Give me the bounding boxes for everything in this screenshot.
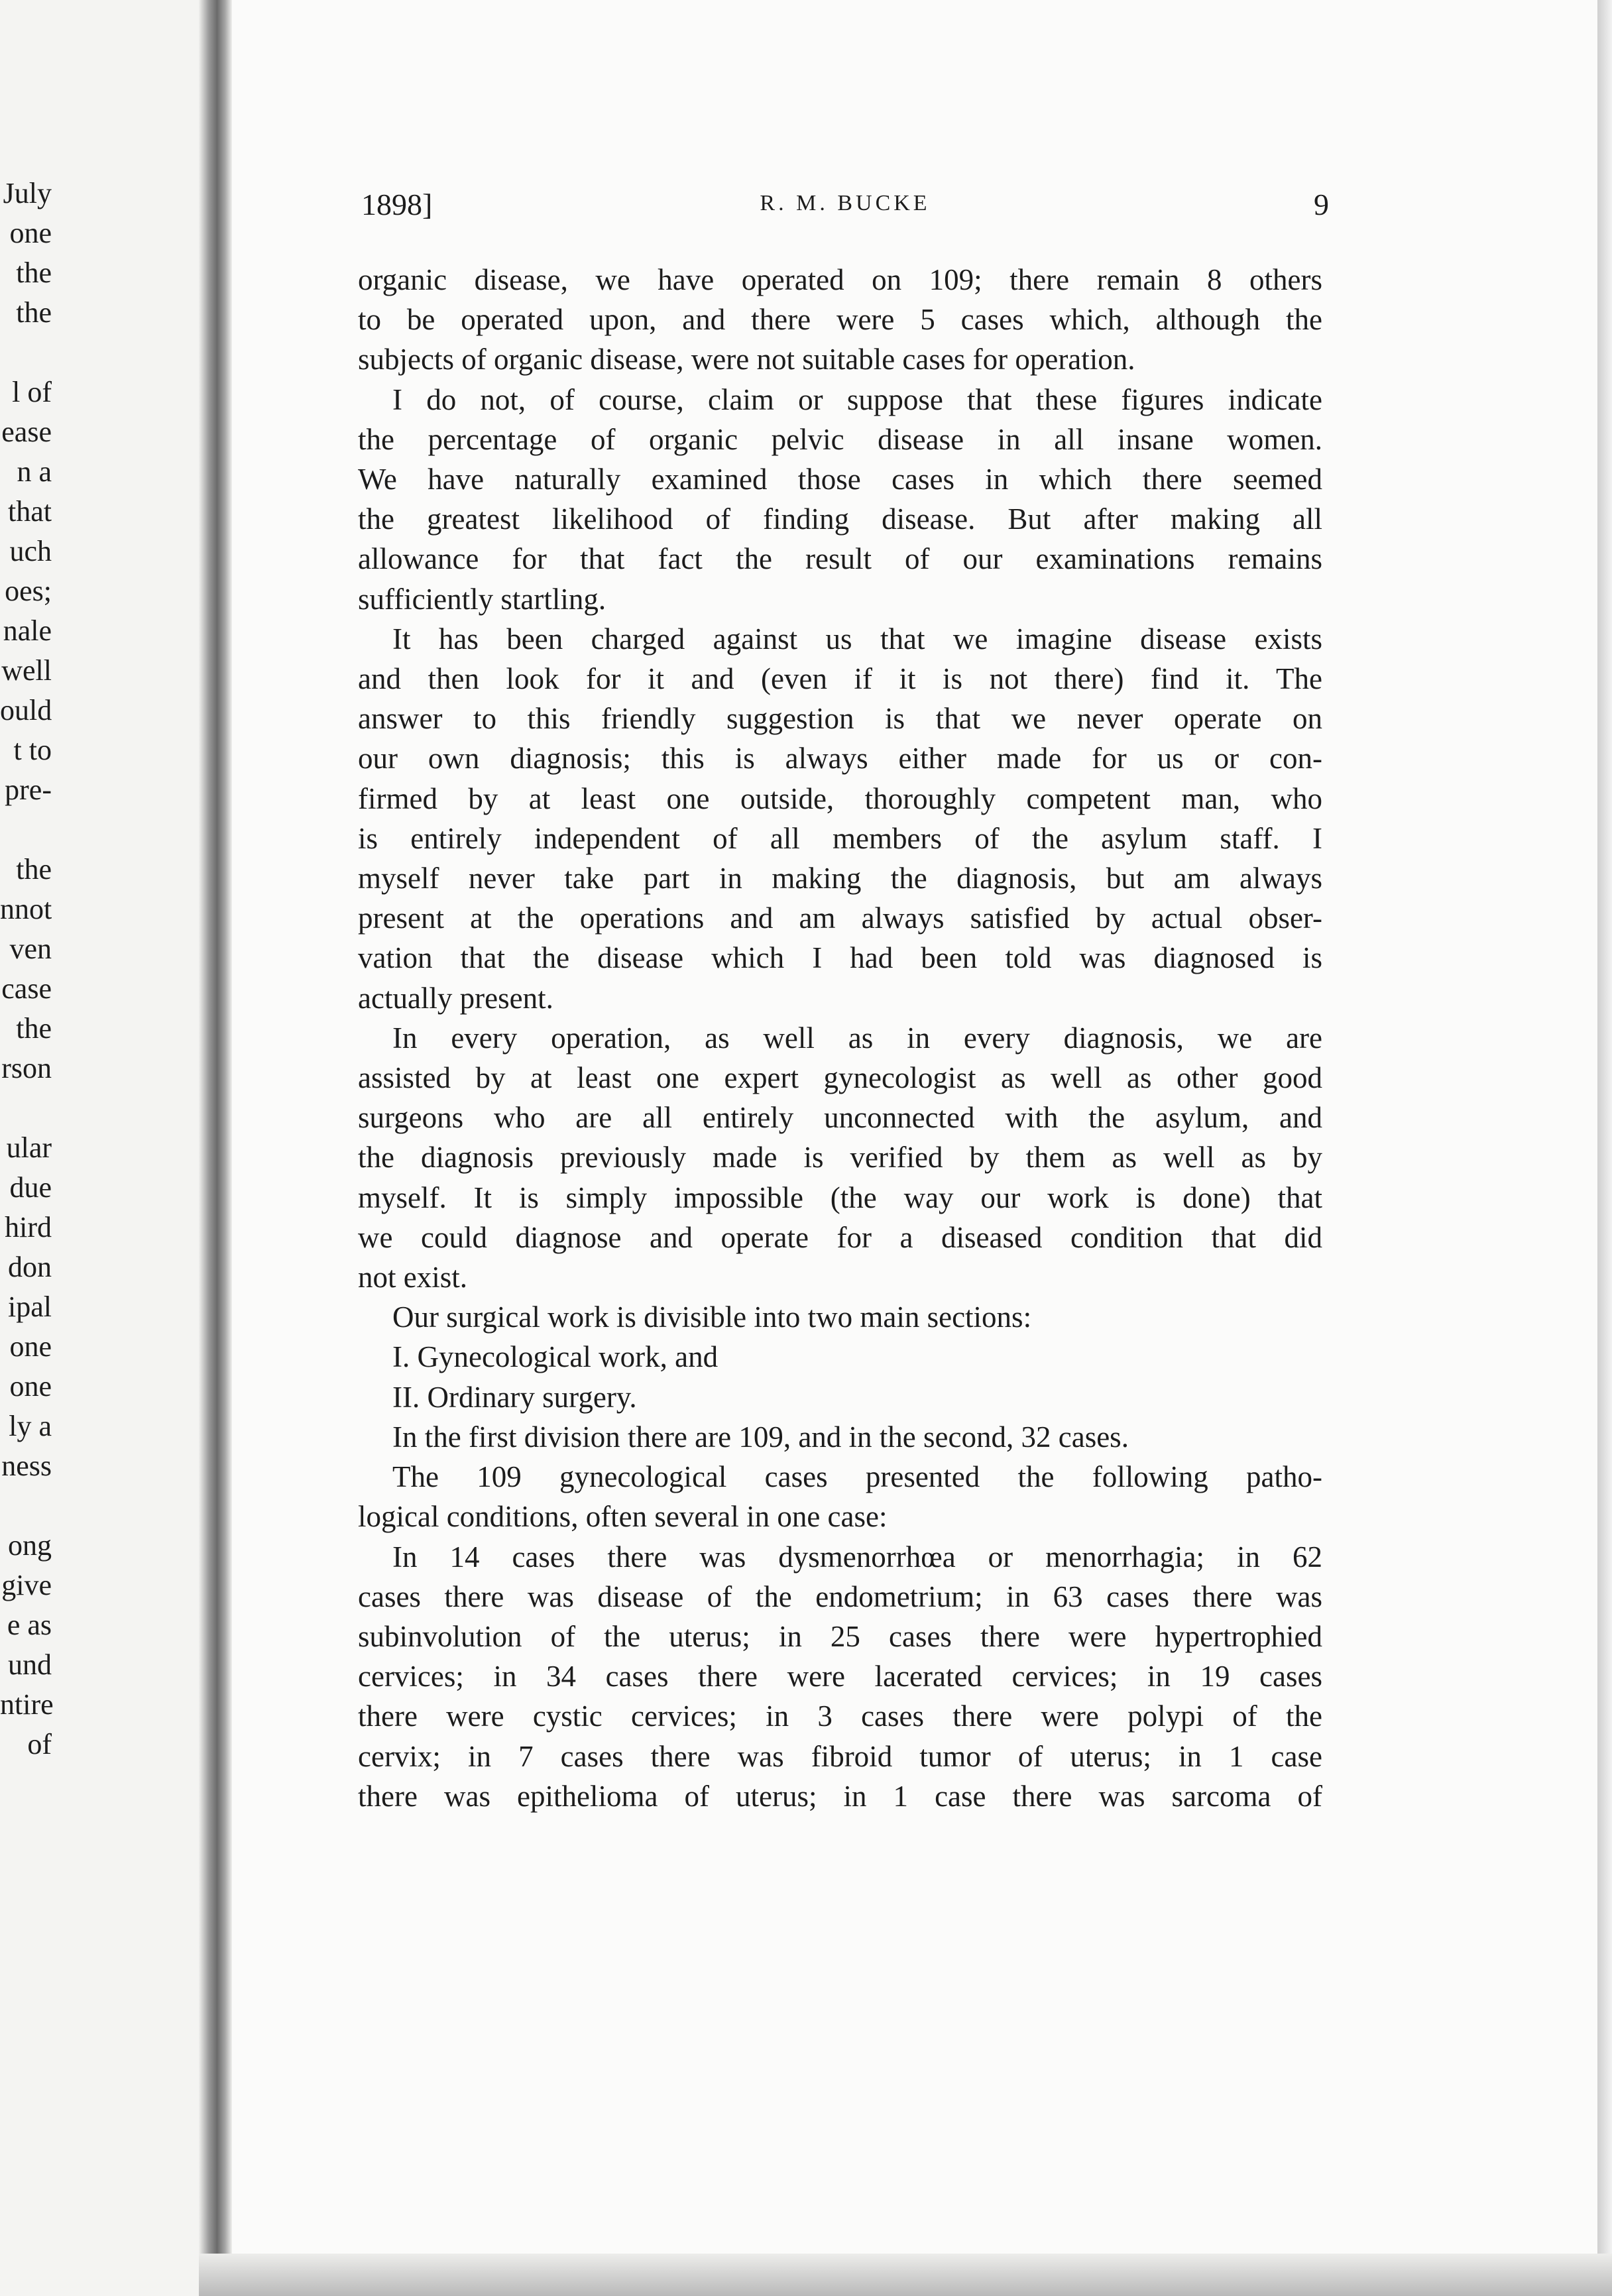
facing-page-fragment: e as [7, 1609, 52, 1641]
body-text [358, 260, 1322, 1816]
text-line: our own diagnosis; this is always either made for us or con- [358, 742, 1322, 775]
text-line: I do not, of course, claim or suppose that these figures indicate [392, 382, 1322, 416]
facing-page-fragment: ly a [9, 1410, 52, 1442]
facing-page-fragment [0, 810, 52, 850]
running-header [361, 187, 1329, 233]
paragraph [358, 619, 1322, 1018]
text-line: subjects of organic disease, were not suitable cases for operation. [358, 343, 1135, 376]
text-line: there was epithelioma of uterus; in 1 case there was sarcoma of [358, 1779, 1322, 1813]
facing-page-fragment: rson [1, 1052, 52, 1084]
facing-page-fragment: t to [13, 734, 52, 766]
text-line: In every operation, as well as in every diagnosis, we are [392, 1021, 1322, 1055]
header-year: 1898] [361, 188, 433, 221]
facing-page-fragment: one [9, 217, 52, 249]
text-line: logical conditions, often several in one case: [358, 1500, 888, 1534]
text-line: answer to this friendly suggestion is that we never operate on [358, 702, 1322, 736]
text-line: myself never take part in making the diagnosis, but am always [358, 862, 1322, 895]
text-line: The 109 gynecological cases presented the following patho- [392, 1460, 1322, 1494]
facing-page-fragment: nnot [0, 893, 52, 925]
text-line: to be operated upon, and there were 5 cases which, although the [358, 303, 1322, 337]
text-line: We have naturally examined those cases in which there seemed [358, 463, 1322, 496]
text-line: cervix; in 7 cases there was fibroid tumor of uterus; in 1 case [358, 1739, 1322, 1773]
text-line: surgeons who are all entirely unconnected with the asylum, and [358, 1101, 1322, 1135]
text-line: vation that the disease which I had been told was diagnosed is [358, 941, 1322, 975]
paragraph [358, 1457, 1322, 1536]
text-line: present at the operations and am always satisfied by actual obser- [358, 901, 1322, 935]
page-number: 9 [1314, 188, 1329, 221]
text-line: the greatest likelihood of finding disease. But after making all [358, 502, 1322, 536]
facing-page-fragment: of [27, 1728, 52, 1760]
facing-page-fragment: pre- [5, 774, 52, 806]
facing-page-fragment [0, 333, 52, 373]
book-gutter [199, 0, 232, 2296]
facing-page [0, 0, 199, 2296]
text-line: actually present. [358, 981, 553, 1015]
running-head: R. M. BUCKE [760, 191, 931, 215]
facing-page-fragment: due [9, 1171, 52, 1204]
facing-page-fragment: give [1, 1569, 52, 1601]
facing-page-fragment: n a [17, 455, 52, 488]
facing-page-fragment: oes; [5, 575, 52, 607]
paragraph [358, 1377, 1322, 1417]
text-line: I. Gynecological work, and [392, 1340, 719, 1374]
text-line: allowance for that fact the result of our examinations remains [358, 542, 1322, 576]
facing-page-fragment: ness [1, 1450, 52, 1482]
text-line: firmed by at least one outside, thoroughly competent man, who [358, 781, 1322, 815]
text-line: cervices; in 34 cases there were lacerated cervices; in 19 cases [358, 1660, 1322, 1693]
facing-page-fragment: one [9, 1370, 52, 1403]
text-line: and then look for it and (even if it is not there) find it. The [358, 662, 1322, 696]
text-line: sufficiently startling. [358, 582, 606, 616]
text-line: II. Ordinary surgery. [392, 1380, 637, 1414]
text-line: there were cystic cervices; in 3 cases there were polypi of the [358, 1699, 1322, 1733]
paragraph [358, 260, 1322, 380]
text-line: Our surgical work is divisible into two main sections: [392, 1300, 1032, 1334]
paragraph [358, 1537, 1322, 1816]
facing-page-fragment [0, 1486, 52, 1526]
facing-page-fragment: the [16, 1012, 52, 1045]
facing-page-fragment: ould [0, 694, 52, 726]
text-line: myself. It is simply impossible (the way our work is done) that [358, 1180, 1322, 1214]
facing-page-fragment: l of [12, 376, 52, 408]
facing-page-fragment: ntire [0, 1688, 54, 1721]
facing-page-fragment: don [8, 1251, 52, 1283]
facing-page-fragment: ease [1, 416, 52, 448]
page-edge [1597, 0, 1612, 2296]
facing-page-fragment: ong [8, 1529, 52, 1562]
facing-page-fragment: July [3, 177, 52, 209]
text-line: subinvolution of the uterus; in 25 cases there were hypertrophied [358, 1619, 1322, 1653]
paragraph [358, 1018, 1322, 1297]
facing-page-text [0, 174, 52, 1764]
facing-page-fragment [0, 1088, 52, 1128]
text-line: In the first division there are 109, and in the second, 32 cases. [392, 1420, 1129, 1454]
facing-page-fragment: the [16, 853, 52, 886]
text-line: assisted by at least one expert gynecologist as well as other good [358, 1061, 1322, 1095]
text-line: In 14 cases there was dysmenorrhœa or menorrhagia; in 62 [392, 1540, 1322, 1574]
facing-page-fragment: case [1, 972, 52, 1005]
paragraph [358, 380, 1322, 619]
text-line: is entirely independent of all members of the asylum staff. I [358, 821, 1322, 855]
facing-page-fragment: one [9, 1330, 52, 1363]
text-line: the diagnosis previously made is verified by them as well as by [358, 1141, 1322, 1175]
facing-page-fragment: that [8, 495, 52, 528]
text-line: the percentage of organic pelvic disease in all insane women. [358, 422, 1322, 456]
facing-page-fragment: ipal [8, 1291, 52, 1323]
facing-page-fragment: nale [3, 614, 52, 647]
facing-page-fragment: ular [6, 1131, 52, 1164]
facing-page-fragment: hird [5, 1211, 52, 1243]
paragraph [358, 1417, 1322, 1457]
text-line: It has been charged against us that we imagine disease exists [392, 622, 1322, 656]
text-line: cases there was disease of the endometrium; in 63 cases there was [358, 1579, 1322, 1613]
facing-page-fragment: ven [9, 933, 52, 965]
text-line: we could diagnose and operate for a diseased condition that did [358, 1220, 1322, 1254]
paragraph [358, 1337, 1322, 1377]
facing-page-fragment: well [1, 654, 52, 687]
text-line: not exist. [358, 1261, 467, 1294]
facing-page-fragment: uch [9, 535, 52, 567]
facing-page-fragment: the [16, 296, 52, 329]
page-bottom-edge [199, 2254, 1612, 2296]
facing-page-fragment: the [16, 257, 52, 289]
facing-page-fragment: und [8, 1648, 52, 1681]
text-line: organic disease, we have operated on 109; there remain 8 others [358, 263, 1322, 296]
paragraph [358, 1297, 1322, 1337]
